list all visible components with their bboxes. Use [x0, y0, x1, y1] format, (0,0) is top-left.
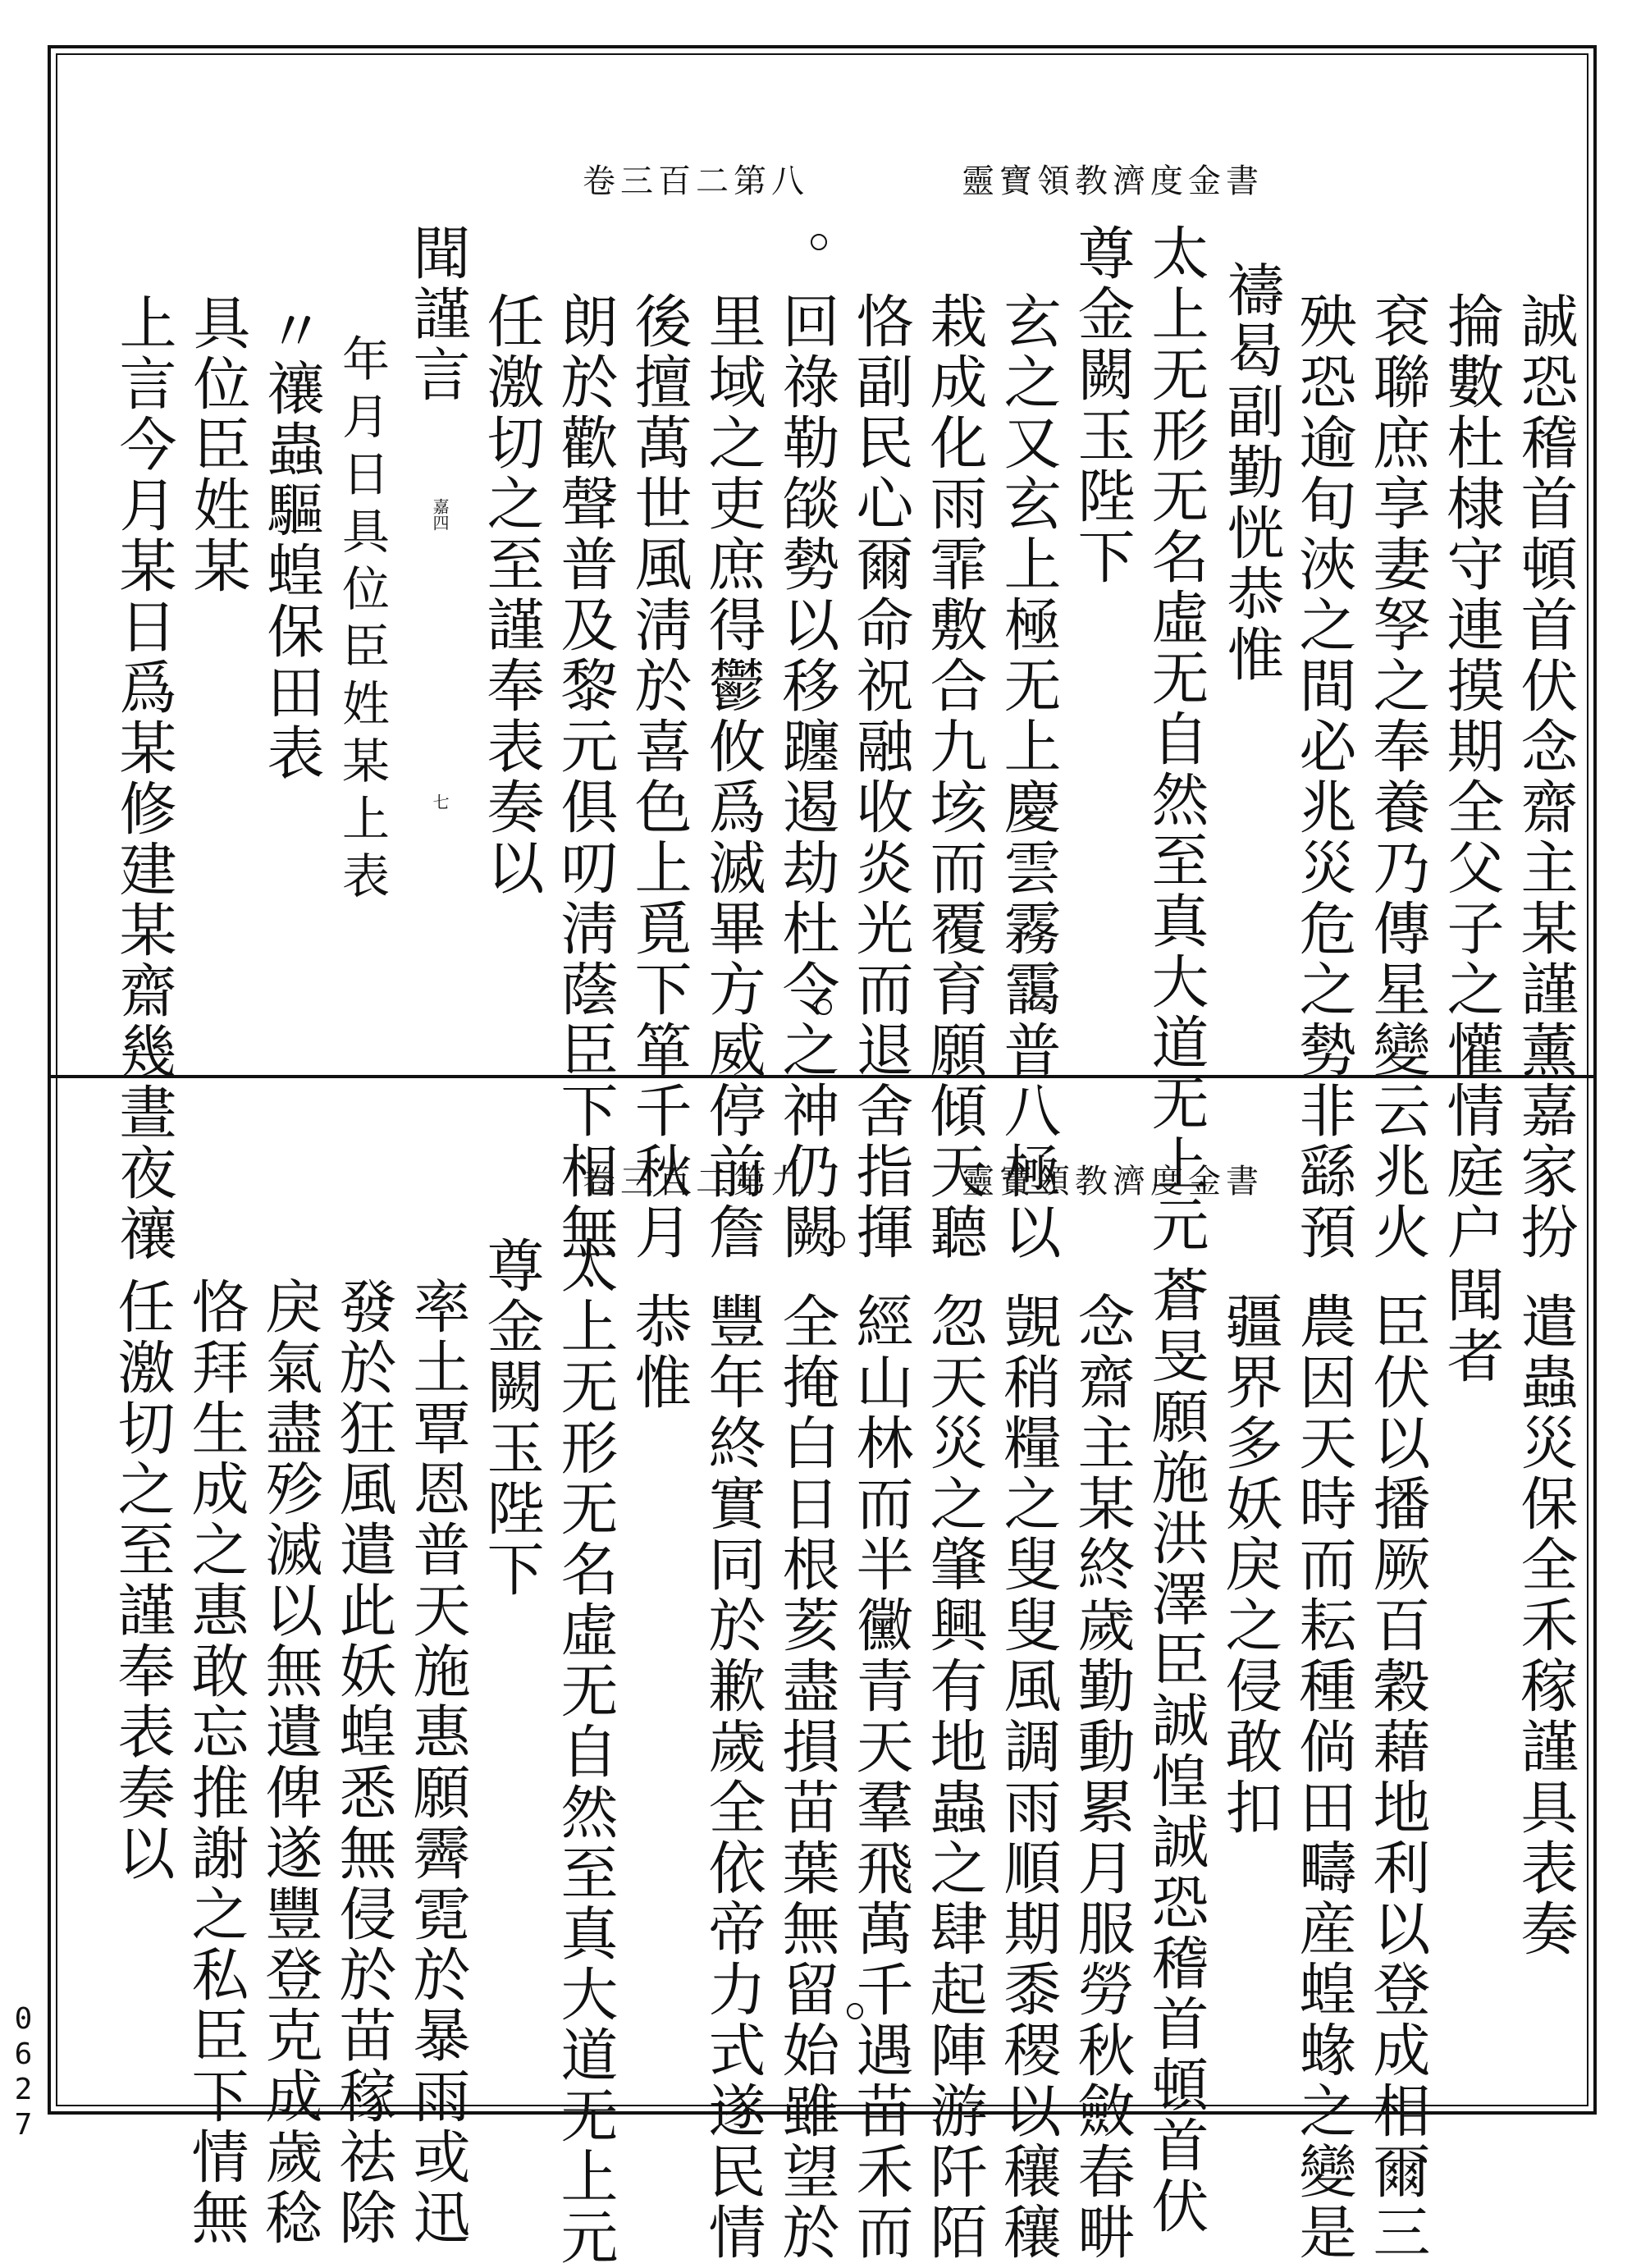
- bottom-page-title: 靈寶領教濟度金書: [962, 1162, 1264, 1200]
- text-column: 袞聯庶享妻孥之奉養乃傳星變云兆火: [1364, 291, 1431, 1263]
- text-column: 里域之吏庶得鬱攸爲滅畢方威停前詹: [699, 291, 766, 1263]
- text-column: 尊金闕玉陛下: [478, 1236, 545, 1600]
- bottom-page-header: [484, 1154, 1264, 1203]
- text-column: 覬稍糧之叟叟風調雨順期黍稷以穰穰: [994, 1292, 1062, 2263]
- text-column: 具位臣姓某: [184, 293, 251, 597]
- text-column: 朗於歡聲普及黎元俱叨淸蔭臣下相無: [551, 291, 619, 1263]
- ditto-mark: 〃: [258, 301, 325, 362]
- margin-note: 嘉四: [430, 498, 450, 531]
- text-column: 禱曷副勤恍恭惟: [1218, 260, 1285, 685]
- text-column: 掄數杜棣守連摸期全父子之懽情庭户: [1438, 291, 1505, 1263]
- top-page-volume: 卷三百二第八: [583, 162, 809, 200]
- text-column: 殃恐逾旬浹之間必兆災危之勢非繇預: [1290, 291, 1357, 1263]
- bottom-page-volume: 卷三百二第九: [583, 1162, 809, 1200]
- text-column: 栽成化雨霏敷合九垓而覆育願傾天聽: [921, 291, 988, 1263]
- margin-note: 七: [430, 793, 450, 810]
- text-column: 恭惟: [625, 1292, 693, 1413]
- text-column: 玄之又玄上極无上慶雲霧靄普八極以: [994, 291, 1062, 1263]
- text-column: 恪副民心爾命祝融收炎光而退舍指揮: [847, 291, 914, 1263]
- text-column: 太上无形无名虛无自然至真大道无上元: [551, 1236, 619, 2268]
- top-page-title: 靈寶領教濟度金書: [962, 162, 1264, 200]
- text-column: 戾氣盡殄滅以無遺俾遂豐登克成歲稔: [256, 1277, 323, 2248]
- text-column: 尊金闕玉陛下: [1068, 223, 1136, 588]
- text-column: 太上无形无名虛无自然至真大道无上元: [1142, 223, 1209, 1255]
- text-column: 遣蟲災保全禾稼謹具表奏: [1511, 1292, 1579, 1959]
- text-column: 蒼旻願施洪澤臣誠惶誠恐稽首頓首伏: [1142, 1265, 1209, 2237]
- text-column: 念齋主某終歲勤動累月服勞秋斂春畊: [1068, 1292, 1136, 2263]
- text-column: 臣伏以播厥百穀藉地利以登成相爾三: [1364, 1292, 1431, 2263]
- page-number: 0627: [7, 2002, 40, 2143]
- bottom-page: [57, 1080, 1585, 2268]
- circle-mark: [811, 234, 827, 250]
- text-column: 任激切之至謹奉表奏以: [478, 291, 545, 899]
- text-column: 上言今月某日爲某修建某齋幾晝夜禳: [110, 293, 177, 1264]
- text-column: 疆界多妖戾之侵敢扣: [1216, 1292, 1283, 1838]
- text-column: 任激切之至謹奉表奏以: [108, 1277, 176, 1884]
- text-column: 全掩白日根荄盡損苗葉無留始雖望於: [773, 1292, 840, 2263]
- text-column: 經山林而半黴青天羣飛萬千遇苗禾而: [847, 1292, 914, 2263]
- text-column: 發於狂風遣此妖蝗悉無侵於苗稼祛除: [330, 1277, 397, 2248]
- text-column: 年月日具位臣姓某上表: [334, 334, 390, 908]
- top-page-header: [484, 153, 1264, 203]
- text-column: 豐年終實同於歉歲全依帝力式遂民情: [699, 1292, 766, 2263]
- text-column: 忽天災之肇興有地蟲之肆起陣游阡陌: [921, 1292, 988, 2263]
- text-column: 聞謹言: [404, 223, 471, 405]
- text-column: 誠恐稽首頓首伏念齋主某謹薰嘉家扮: [1511, 291, 1579, 1263]
- text-column: 禳蟲驅蝗保田表: [258, 359, 325, 784]
- text-column: 恪拜生成之惠敢忘推謝之私臣下情無: [182, 1277, 249, 2248]
- text-column: 回祿勒燄勢以移躔遏劫杜令之神仍闕: [773, 291, 840, 1263]
- text-column: 聞者: [1438, 1265, 1505, 1387]
- circle-mark: [829, 1232, 845, 1248]
- text-column: 率土覃恩普天施惠願霽霓於暴雨或迅: [404, 1277, 471, 2248]
- text-column: 後擅萬世風淸於喜色上覓下箪千秋月: [625, 291, 693, 1263]
- text-column: 農因天時而耘種倘田疇産蝗蝝之變是: [1290, 1292, 1357, 2263]
